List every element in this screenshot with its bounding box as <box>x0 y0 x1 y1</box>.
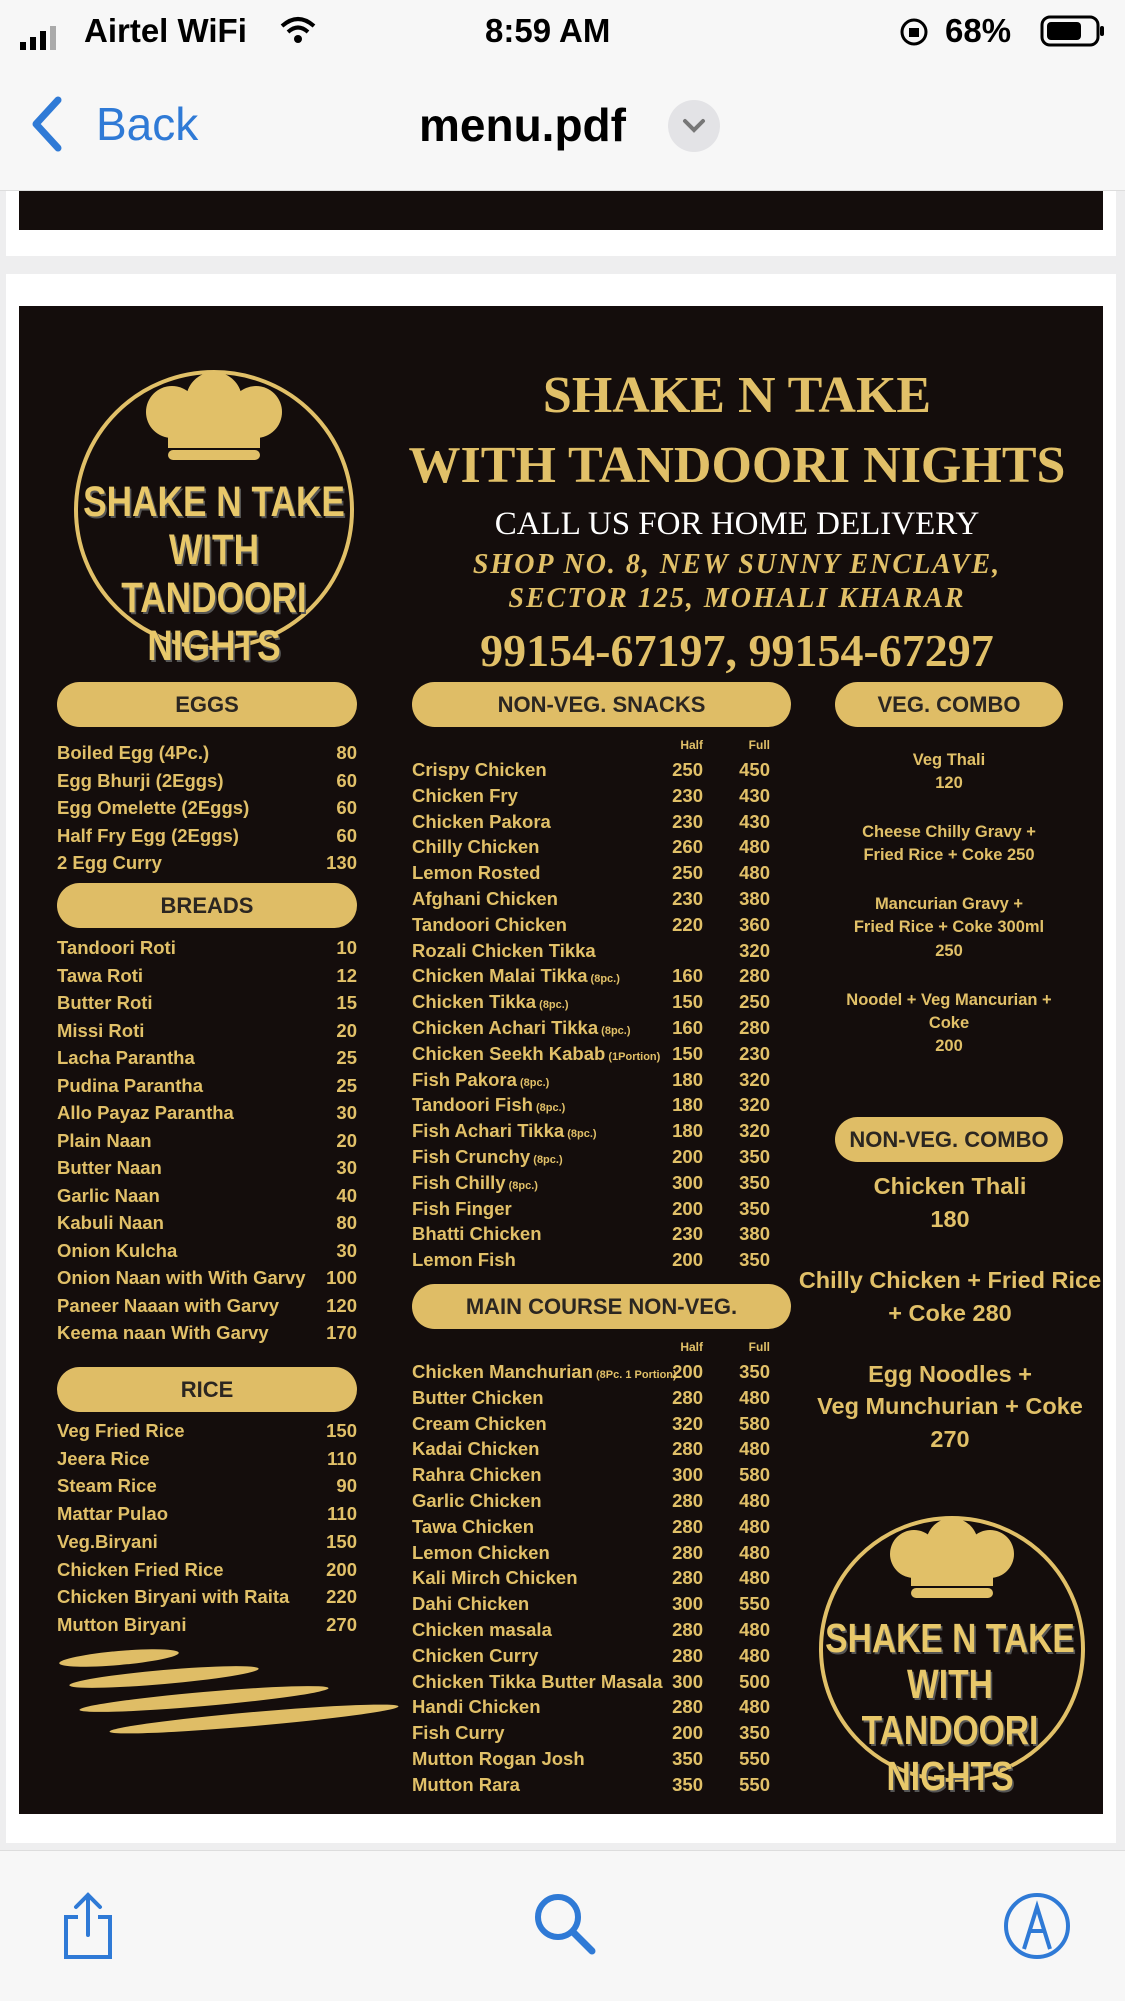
combo-line: Chicken Thali <box>873 1173 1027 1199</box>
combo-line: Coke <box>928 1013 970 1032</box>
item-name: Tandoori Chicken <box>412 913 567 935</box>
item-name: Rozali Chicken Tikka <box>412 939 596 961</box>
item-note: (8pc.) <box>587 973 620 986</box>
full-price: 430 <box>739 784 770 806</box>
item-name: Chicken Tikka Butter Masala <box>412 1670 663 1692</box>
item-name: Chicken Achari Tikka (8pc.) <box>412 1017 631 1038</box>
item-price: 10 <box>336 937 357 958</box>
half-price: 200 <box>672 1722 703 1744</box>
item-name: Lemon Fish <box>412 1249 516 1271</box>
full-header: Full <box>748 1340 770 1354</box>
combo-item <box>795 1170 1103 1236</box>
half-price: 320 <box>672 1412 703 1434</box>
full-price: 430 <box>739 810 770 832</box>
item-name: Chicken Fry <box>412 784 518 806</box>
item-name: Chicken Fried Rice <box>57 1558 224 1580</box>
markup-icon <box>1002 1891 1072 1961</box>
half-price: 220 <box>672 913 703 935</box>
carrier: Airtel WiFi <box>84 12 247 49</box>
item-name: Lemon Rosted <box>412 862 541 884</box>
search-button[interactable] <box>532 1891 598 1962</box>
restaurant-name: SHAKE N TAKE <box>542 367 932 424</box>
full-price: 350 <box>739 1146 770 1167</box>
item-name: Veg.Biryani <box>57 1530 158 1552</box>
full-price: 480 <box>739 1490 770 1511</box>
share-icon <box>60 1891 116 1961</box>
full-price: 580 <box>739 1412 770 1434</box>
item-name: Bhatti Chicken <box>412 1223 542 1245</box>
item-name: Allo Payaz Parantha <box>57 1102 234 1123</box>
chef-hat-icon <box>142 372 286 464</box>
item-name: Boiled Egg (4Pc.) <box>57 742 210 763</box>
item-name: Half Fry Egg (2Eggs) <box>57 824 239 846</box>
half-price: 280 <box>672 1438 703 1460</box>
item-name: Missi Roti <box>57 1019 145 1041</box>
item-name: Handi Chicken <box>412 1696 541 1718</box>
item-note: (8pc.) <box>532 1102 566 1115</box>
full-price: 500 <box>739 1670 770 1692</box>
battery-icon <box>1040 15 1106 55</box>
full-price: 320 <box>739 939 770 961</box>
item-price: 40 <box>336 1184 357 1206</box>
section-non-veg-combo: NON-VEG. COMBO <box>835 1117 1063 1162</box>
battery-percent: 68% <box>945 12 1012 49</box>
full-price: 250 <box>739 991 770 1013</box>
combo-line: 270 <box>930 1426 970 1453</box>
orientation-lock-icon <box>898 16 930 56</box>
half-price: 180 <box>672 1120 703 1142</box>
full-price: 480 <box>739 1541 770 1563</box>
item-name: Butter Chicken <box>412 1386 544 1408</box>
item-name: Butter Roti <box>57 992 153 1013</box>
combo-line: Mancurian Gravy + <box>874 895 1024 914</box>
section-rice: RICE <box>57 1367 357 1412</box>
section-non-veg-snacks: NON-VEG. SNACKS <box>412 682 791 727</box>
half-price: 280 <box>672 1541 703 1563</box>
restaurant-subtitle: WITH TANDOORI NIGHTS <box>408 437 1066 494</box>
item-name: Mutton Rogan Josh <box>412 1748 585 1769</box>
half-price: 280 <box>672 1696 703 1718</box>
item-price: 20 <box>336 1129 357 1151</box>
half-price: 150 <box>672 1042 703 1064</box>
section-eggs: EGGS <box>57 682 357 727</box>
item-name: Garlic Chicken <box>412 1490 542 1511</box>
full-price: 280 <box>739 965 770 987</box>
item-price: 30 <box>336 1239 357 1261</box>
full-price: 550 <box>739 1773 770 1795</box>
full-price: 320 <box>739 1068 770 1090</box>
half-price: 260 <box>672 836 703 858</box>
half-price: 230 <box>672 1223 703 1245</box>
full-price: 480 <box>739 1619 770 1640</box>
item-price: 60 <box>336 769 357 791</box>
half-price: 300 <box>672 1593 703 1615</box>
item-note: (1Portion) <box>605 1050 661 1063</box>
item-name: Tandoori Roti <box>57 937 176 958</box>
item-price: 30 <box>336 1102 357 1123</box>
item-note: (8pc.) <box>516 1076 550 1089</box>
combo-line: Noodel + Veg Mancurian + <box>846 990 1052 1009</box>
full-price: 350 <box>739 1361 770 1382</box>
full-price: 480 <box>739 1515 770 1537</box>
item-price: 150 <box>326 1420 357 1441</box>
half-price: 280 <box>672 1515 703 1537</box>
item-name: Pudina Parantha <box>57 1074 203 1096</box>
half-price: 180 <box>672 1068 703 1090</box>
search-icon <box>532 1891 598 1957</box>
nav-bar <box>0 64 1125 191</box>
combo-line: Veg Munchurian + Coke <box>817 1393 1083 1420</box>
item-name: Jeera Rice <box>57 1447 150 1469</box>
item-price: 15 <box>336 992 357 1013</box>
half-price: 160 <box>672 1017 703 1038</box>
full-price: 320 <box>739 1120 770 1142</box>
half-price: 230 <box>672 888 703 909</box>
item-note: (8Pc. 1 Portion) <box>592 1369 677 1381</box>
half-price: 180 <box>672 1094 703 1116</box>
item-name: Fish Chilly (8pc.) <box>412 1171 538 1193</box>
item-name: Lemon Chicken <box>412 1541 550 1563</box>
item-note: (8pc.) <box>564 1128 597 1141</box>
combo-line: Egg Noodles + <box>868 1360 1032 1387</box>
back-label: Back <box>96 98 199 150</box>
full-price: 350 <box>739 1197 770 1219</box>
call-text: CALL US FOR HOME DELIVERY <box>494 506 980 542</box>
item-name: Cream Chicken <box>412 1412 547 1434</box>
item-note: (8pc.) <box>530 1154 563 1166</box>
item-name: Kabuli Naan <box>57 1212 164 1233</box>
full-price: 360 <box>739 913 770 935</box>
half-price: 300 <box>672 1464 703 1486</box>
item-name: Fish Finger <box>412 1197 512 1219</box>
item-price: 270 <box>326 1613 357 1635</box>
menu-panel <box>19 306 1103 1814</box>
half-price: 280 <box>672 1567 703 1589</box>
full-price: 550 <box>739 1593 770 1615</box>
combo-item <box>795 1264 1103 1330</box>
signal-icon <box>20 20 60 58</box>
half-price: 350 <box>672 1748 703 1769</box>
item-name: Fish Achari Tikka (8pc.) <box>412 1120 597 1142</box>
markup-button[interactable] <box>1002 1891 1072 1966</box>
half-price: 350 <box>672 1773 703 1795</box>
item-name: Mutton Rara <box>412 1773 520 1795</box>
decorative-stroke <box>59 1646 180 1670</box>
combo-line: 250 <box>935 941 963 960</box>
full-price: 480 <box>739 1644 770 1666</box>
item-price: 200 <box>326 1558 357 1580</box>
half-price: 160 <box>672 965 703 987</box>
combo-line: Chilly Chicken + Fried Rice <box>798 1266 1102 1293</box>
half-price: 300 <box>672 1171 703 1193</box>
item-name: Mutton Biryani <box>57 1613 187 1635</box>
item-name: Kadai Chicken <box>412 1438 540 1460</box>
chef-hat-icon <box>887 1518 1017 1602</box>
item-name: Chicken Pakora <box>412 810 551 832</box>
full-price: 380 <box>739 888 770 909</box>
half-price: 300 <box>672 1670 703 1692</box>
full-price: 380 <box>739 1223 770 1245</box>
item-price: 110 <box>327 1503 357 1525</box>
full-price: 350 <box>739 1722 770 1744</box>
combo-item <box>815 749 1083 795</box>
combo-item <box>815 821 1083 867</box>
half-price: 280 <box>672 1490 703 1511</box>
address-line-1: SHOP NO. 8, NEW SUNNY ENCLAVE, <box>472 549 1002 580</box>
item-name: Tawa Roti <box>57 964 143 986</box>
combo-item <box>815 893 1083 962</box>
item-price: 130 <box>326 852 357 873</box>
item-note: (8pc.) <box>598 1025 631 1037</box>
combo-item <box>795 1358 1103 1457</box>
combo-line: Cheese Chilly Gravy + <box>862 823 1036 842</box>
half-price: 200 <box>672 1146 703 1167</box>
section-breads: BREADS <box>57 883 357 928</box>
item-name: Crispy Chicken <box>412 759 547 780</box>
full-price: 230 <box>739 1042 770 1064</box>
wifi-icon <box>280 14 316 52</box>
half-price: 250 <box>672 862 703 884</box>
item-price: 120 <box>326 1294 357 1316</box>
combo-line: Veg Thali <box>912 751 986 769</box>
combo-line: + Coke 280 <box>888 1299 1012 1326</box>
full-price: 480 <box>739 1567 770 1589</box>
title-menu-button[interactable] <box>668 100 720 152</box>
section-main-course: MAIN COURSE NON-VEG. <box>412 1284 791 1329</box>
item-name: Fish Crunchy (8pc.) <box>412 1146 563 1167</box>
item-name: Keema naan With Garvy <box>57 1322 269 1343</box>
item-price: 60 <box>336 824 357 846</box>
combo-item <box>815 989 1083 1058</box>
bottom-toolbar <box>0 1850 1125 2001</box>
item-name: Chicken Curry <box>412 1644 539 1666</box>
full-price: 350 <box>739 1249 770 1271</box>
half-price: 200 <box>672 1361 703 1382</box>
full-price: 320 <box>739 1094 770 1116</box>
section-veg-combo: VEG. COMBO <box>835 682 1063 727</box>
full-price: 480 <box>739 836 770 858</box>
item-name: Lacha Parantha <box>57 1047 195 1068</box>
half-header: Half <box>680 738 703 752</box>
phone-numbers: 99154-67197, 99154-67297 <box>480 625 994 676</box>
full-price: 580 <box>739 1464 770 1486</box>
item-name: Rahra Chicken <box>412 1464 542 1486</box>
full-header: Full <box>748 738 770 752</box>
item-name: Onion Naan with With Garvy <box>57 1267 306 1288</box>
item-name: Tandoori Fish (8pc.) <box>412 1094 566 1116</box>
half-price: 200 <box>672 1249 703 1271</box>
half-price: 280 <box>672 1619 703 1640</box>
item-price: 80 <box>336 1212 357 1233</box>
item-note: (8pc.) <box>536 999 569 1012</box>
item-price: 170 <box>326 1322 357 1343</box>
item-name: Afghani Chicken <box>412 888 558 909</box>
clock: 8:59 AM <box>485 12 611 49</box>
full-price: 450 <box>739 759 770 780</box>
item-name: Chicken Biryani with Raita <box>57 1586 290 1608</box>
address-line-2: SECTOR 125, MOHALI KHARAR <box>508 583 966 614</box>
item-name: Chicken Seekh Kabab (1Portion) <box>412 1042 661 1064</box>
full-price: 350 <box>739 1171 770 1193</box>
half-price: 230 <box>672 784 703 806</box>
item-name: Egg Bhurji (2Eggs) <box>57 769 224 791</box>
item-name: Garlic Naan <box>57 1184 160 1206</box>
item-price: 25 <box>336 1074 357 1096</box>
full-price: 480 <box>739 1696 770 1718</box>
half-price: 280 <box>672 1644 703 1666</box>
previous-page <box>6 191 1116 256</box>
document-title: menu.pdf <box>419 99 626 151</box>
combo-line: 120 <box>935 774 963 793</box>
item-name: Tawa Chicken <box>412 1515 535 1537</box>
item-name: Dahi Chicken <box>412 1593 530 1615</box>
item-name: 2 Egg Curry <box>57 852 162 873</box>
item-name: Plain Naan <box>57 1129 152 1151</box>
combo-line: 200 <box>935 1036 963 1055</box>
half-price: 200 <box>672 1197 703 1219</box>
share-button[interactable] <box>60 1891 116 1966</box>
item-name: Fish Pakora (8pc.) <box>412 1068 550 1090</box>
item-name: Chicken Malai Tikka (8pc.) <box>412 965 620 987</box>
item-note: (8pc.) <box>505 1179 538 1192</box>
item-name: Egg Omelette (2Eggs) <box>57 797 250 818</box>
half-header: Half <box>680 1340 703 1354</box>
item-name: Fish Curry <box>412 1722 505 1744</box>
item-name: Kali Mirch Chicken <box>412 1567 578 1589</box>
item-price: 220 <box>326 1586 357 1608</box>
combo-line: Fried Rice + Coke 250 <box>863 846 1035 865</box>
item-price: 90 <box>336 1475 357 1497</box>
combo-line: 180 <box>930 1205 970 1232</box>
item-price: 60 <box>336 797 357 818</box>
item-name: Chicken Tikka (8pc.) <box>412 991 569 1013</box>
logo-text: SHAKE N TAKE WITH TANDOORI NIGHTS <box>83 478 345 671</box>
status-bar <box>0 0 1125 64</box>
item-name: Steam Rice <box>57 1475 157 1497</box>
chevron-down-icon <box>681 117 707 135</box>
item-name: Paneer Naaan with Garvy <box>57 1294 280 1316</box>
half-price: 230 <box>672 810 703 832</box>
item-name: Butter Naan <box>57 1157 162 1178</box>
item-price: 20 <box>336 1019 357 1041</box>
item-price: 80 <box>336 742 357 763</box>
item-name: Onion Kulcha <box>57 1239 178 1261</box>
half-price: 250 <box>672 759 703 780</box>
item-name: Chicken Manchurian (8Pc. 1 Portion) <box>412 1361 677 1382</box>
item-name: Veg Fried Rice <box>57 1420 185 1441</box>
full-price: 280 <box>739 1017 770 1038</box>
item-name: Mattar Pulao <box>57 1503 169 1525</box>
combo-line: Fried Rice + Coke 300ml <box>853 918 1045 937</box>
item-price: 100 <box>326 1267 357 1288</box>
item-name: Chicken masala <box>412 1619 552 1640</box>
full-price: 480 <box>739 1386 770 1408</box>
item-name: Chilly Chicken <box>412 836 540 858</box>
full-price: 480 <box>739 1438 770 1460</box>
item-price: 12 <box>336 964 357 986</box>
item-price: 30 <box>336 1157 357 1178</box>
item-price: 25 <box>336 1047 357 1068</box>
item-price: 150 <box>326 1530 357 1552</box>
full-price: 550 <box>739 1748 770 1769</box>
half-price: 280 <box>672 1386 703 1408</box>
half-price: 150 <box>672 991 703 1013</box>
item-price: 110 <box>327 1447 357 1469</box>
logo-text: SHAKE N TAKE WITH TANDOORI NIGHTS <box>825 1615 1075 1799</box>
full-price: 480 <box>739 862 770 884</box>
